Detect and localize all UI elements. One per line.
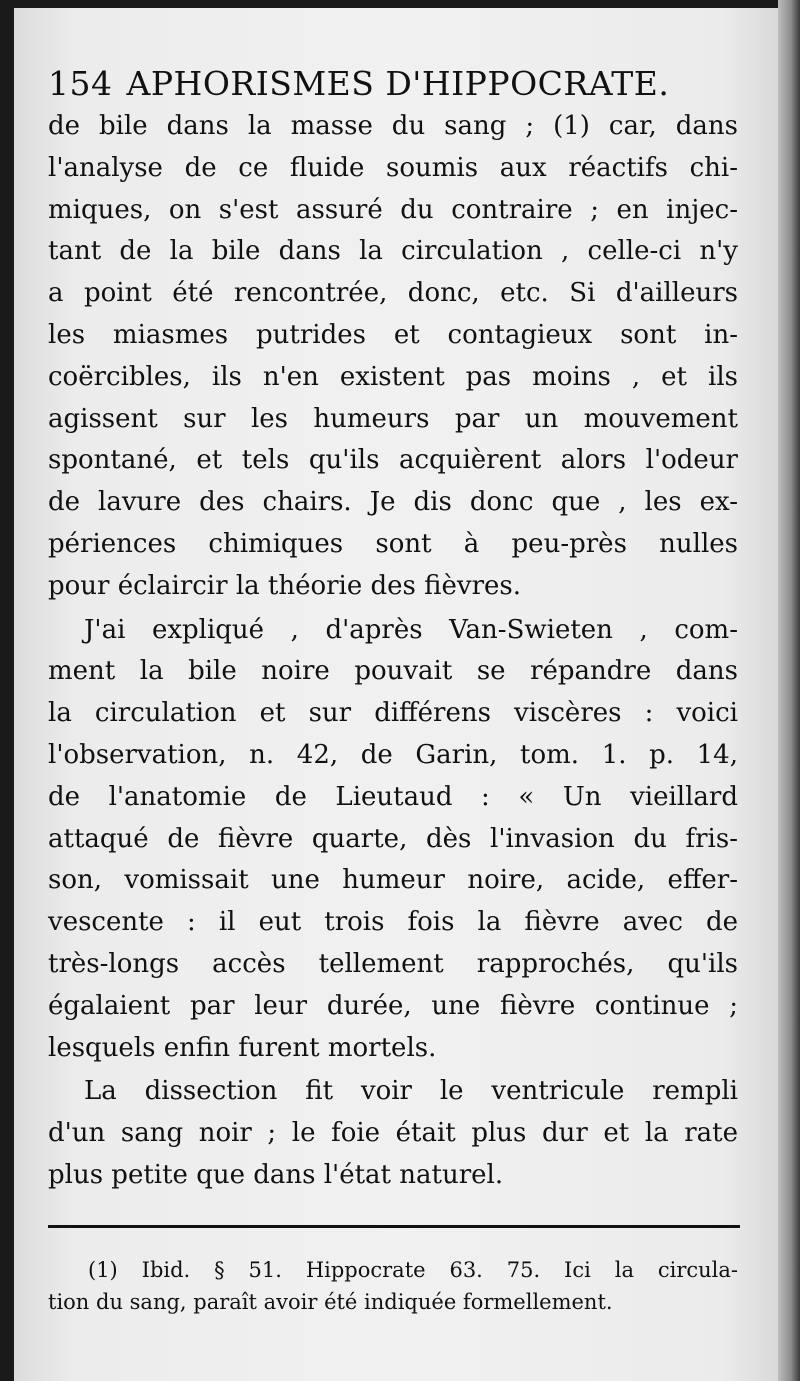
text-line: l'analyse de ce fluide soumis aux réactifs chi- bbox=[48, 152, 738, 183]
running-title: APHORISMES D'HIPPOCRATE. bbox=[126, 64, 670, 103]
page-edge bbox=[778, 0, 800, 1381]
text-line: miques, on s'est assuré du contraire ; en injec- bbox=[48, 194, 738, 225]
paragraph-1 bbox=[48, 106, 738, 608]
text-line: la circulation et sur différens viscères : voici bbox=[48, 698, 738, 729]
text-line: périences chimiques sont à peu-près nulles bbox=[48, 528, 738, 559]
text-line: l'observation, n. 42, de Garin, tom. 1. p. 14, bbox=[48, 739, 738, 770]
text-line: La dissection fit voir le ventricule rempli bbox=[84, 1076, 738, 1107]
text-line: les miasmes putrides et contagieux sont in- bbox=[48, 319, 738, 350]
page-content bbox=[48, 62, 738, 1318]
text-line: lesquels enfin furent mortels. bbox=[48, 1032, 437, 1063]
running-header bbox=[48, 62, 738, 106]
text-line: coërcibles, ils n'en existent pas moins , et ils bbox=[48, 361, 738, 392]
text-line: d'un sang noir ; le foie était plus dur et la rate bbox=[48, 1118, 738, 1149]
body-text bbox=[48, 106, 738, 1197]
text-line: vescente : il eut trois fois la fièvre avec de bbox=[48, 907, 738, 938]
text-line: de bile dans la masse du sang ; (1) car, dans bbox=[48, 111, 738, 141]
text-line: spontané, et tels qu'ils acquièrent alors l'odeur bbox=[48, 445, 738, 476]
text-line: de l'anatomie de Lieutaud : « Un vieillard bbox=[48, 781, 738, 812]
text-line: ment la bile noire pouvait se répandre dans bbox=[48, 656, 738, 687]
footnote bbox=[48, 1254, 738, 1318]
footnote-line: tion du sang, paraît avoir été indiquée formellement. bbox=[48, 1289, 613, 1314]
footnote-rule bbox=[48, 1225, 740, 1228]
page-number: 154 bbox=[48, 64, 113, 103]
text-line: plus petite que dans l'état naturel. bbox=[48, 1159, 504, 1190]
text-line: de lavure des chairs. Je dis donc que , les ex- bbox=[48, 487, 738, 518]
text-line: J'ai expliqué , d'après Van-Swieten , com- bbox=[84, 614, 738, 645]
text-line: tant de la bile dans la circulation , celle-ci n'y bbox=[48, 236, 738, 267]
paragraph-3 bbox=[48, 1071, 738, 1196]
paragraph-2 bbox=[48, 610, 738, 1070]
text-line: agissent sur les humeurs par un mouvement bbox=[48, 403, 738, 434]
text-line: pour éclaircir la théorie des fièvres. bbox=[48, 570, 522, 601]
text-line: attaqué de fièvre quarte, dès l'invasion du fris- bbox=[48, 823, 738, 854]
text-line: égalaient par leur durée, une fièvre continue ; bbox=[48, 990, 738, 1021]
text-line: son, vomissait une humeur noire, acide, effer- bbox=[48, 865, 738, 896]
text-line: très-longs accès tellement rapprochés, qu'ils bbox=[48, 948, 738, 979]
footnote-line: (1) Ibid. § 51. Hippocrate 63. 75. Ici la circula- bbox=[88, 1257, 738, 1282]
text-line: a point été rencontrée, donc, etc. Si d'ailleurs bbox=[48, 278, 738, 309]
